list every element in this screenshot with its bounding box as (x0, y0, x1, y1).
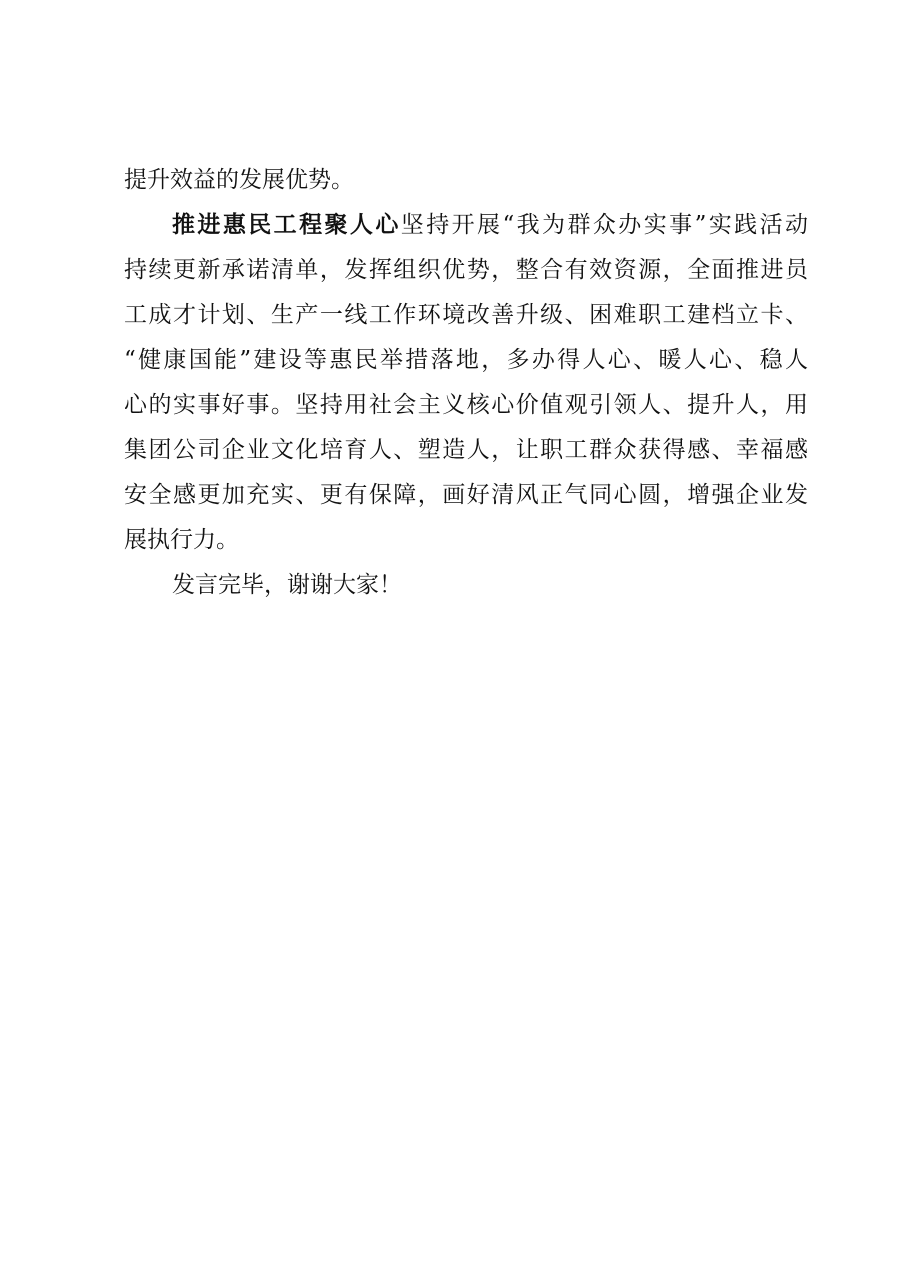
paragraph-2-heading: 推进惠民工程聚人心 (172, 212, 401, 238)
paragraph-2-line-7: 安全感更加充实、更有保障，画好清风正气同心圆，增强企业发 (124, 482, 808, 508)
paragraph-2-line-5: 心的实事好事。坚持用社会主义核心价值观引领人、提升人，用 (124, 392, 808, 418)
paragraph-3-line-1: 发言完毕，谢谢大家！ (172, 572, 402, 598)
paragraph-2-line-8: 展执行力。 (124, 527, 239, 553)
paragraph-2-line-6: 集团公司企业文化培育人、塑造人，让职工群众获得感、幸福感 (124, 437, 808, 463)
paragraph-1-line-1: 提升效益的发展优势。 (124, 167, 354, 193)
document-body (124, 158, 808, 608)
paragraph-2-line-3: 工成才计划、生产一线工作环境改善升级、困难职工建档立卡、 (124, 302, 808, 328)
paragraph-2-line-1-text: 坚持开展“我为群众办实事”实践活动 (400, 212, 808, 238)
paragraph-2-line-1 (124, 203, 808, 248)
paragraph-2-line-4: “健康国能”建设等惠民举措落地，多办得人心、暖人心、稳人 (124, 347, 808, 373)
paragraph-2-line-2: 持续更新承诺清单，发挥组织优势，整合有效资源，全面推进员 (124, 257, 808, 283)
